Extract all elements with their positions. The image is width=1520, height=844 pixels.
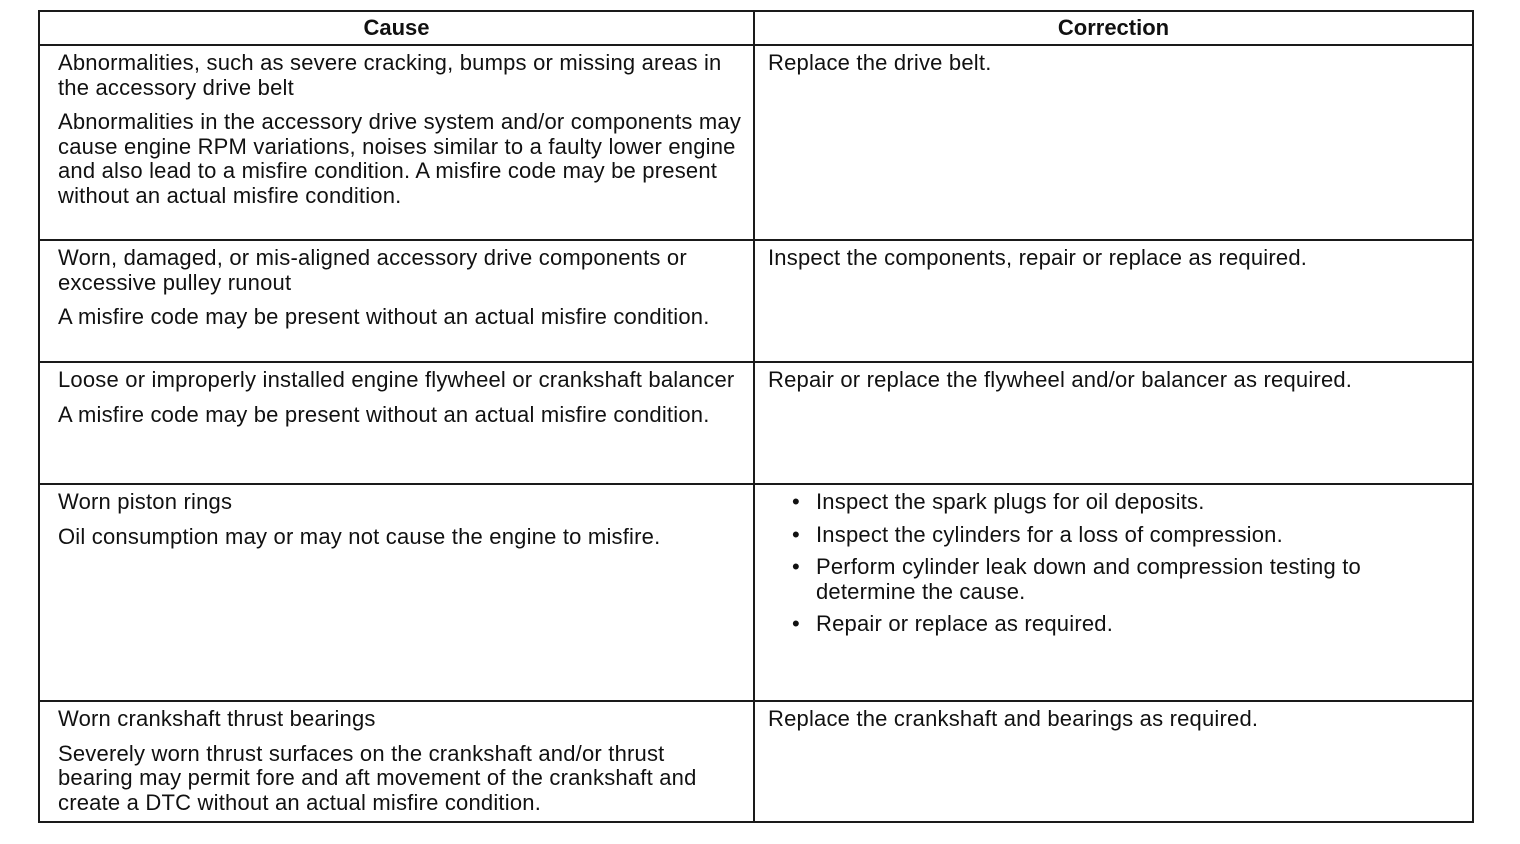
correction-cell [754, 701, 1473, 822]
correction-cell [754, 45, 1473, 240]
correction-text: Replace the crankshaft and bearings as required. [768, 706, 1259, 731]
correction-step: • Perform cylinder leak down and compression testing to determine the cause. [792, 555, 1464, 604]
correction-step: • Repair or replace as required. [792, 612, 1464, 637]
table-row [39, 240, 1473, 362]
correction-cell [754, 484, 1473, 701]
cause-cell [39, 484, 754, 701]
cause-title: Worn piston rings [58, 489, 233, 514]
cause-note: A misfire code may be present without an actual misfire condition. [58, 401, 710, 427]
correction-cell [754, 240, 1473, 362]
correction-steps-list [768, 490, 1464, 637]
cause-column-header: Cause [39, 11, 754, 45]
correction-column-header: Correction [754, 11, 1473, 45]
cause-note: A misfire code may be present without an actual misfire condition. [58, 304, 710, 329]
correction-step: • Inspect the spark plugs for oil deposits. [792, 490, 1464, 515]
cause-correction-table [38, 10, 1474, 823]
table-row [39, 701, 1473, 822]
cause-cell [39, 362, 754, 484]
table-row [39, 362, 1473, 484]
cause-title: Worn, damaged, or mis-aligned accessory drive components or excessive pulley runout [58, 245, 687, 295]
correction-text: Replace the drive belt. [768, 50, 992, 75]
cause-cell [39, 240, 754, 362]
cause-note: Oil consumption may or may not cause the engine to misfire. [58, 523, 661, 549]
table-row [39, 45, 1473, 240]
table-header-row [39, 11, 1473, 45]
correction-step: • Inspect the cylinders for a loss of compression. [792, 523, 1464, 548]
correction-cell [754, 362, 1473, 484]
cause-title: Worn crankshaft thrust bearings [58, 706, 376, 731]
cause-cell [39, 45, 754, 240]
correction-text: Repair or replace the flywheel and/or balancer as required. [768, 367, 1353, 392]
cause-cell [39, 701, 754, 822]
cause-note: Severely worn thrust surfaces on the crankshaft and/or thrust bearing may permit fore and aft movement of the crankshaft and create a DTC without an actual misfire condition. [58, 740, 697, 815]
table-row [39, 484, 1473, 701]
cause-note: Abnormalities in the accessory drive system and/or components may cause engine RPM variations, noises similar to a faulty lower engine and also lead to a misfire condition. A misfire code may be present without an actual misfire condition. [58, 109, 742, 208]
cause-title: Abnormalities, such as severe cracking, bumps or missing areas in the accessory drive belt [58, 50, 722, 100]
correction-text: Inspect the components, repair or replace as required. [768, 245, 1308, 270]
cause-title: Loose or improperly installed engine flywheel or crankshaft balancer [58, 367, 735, 392]
